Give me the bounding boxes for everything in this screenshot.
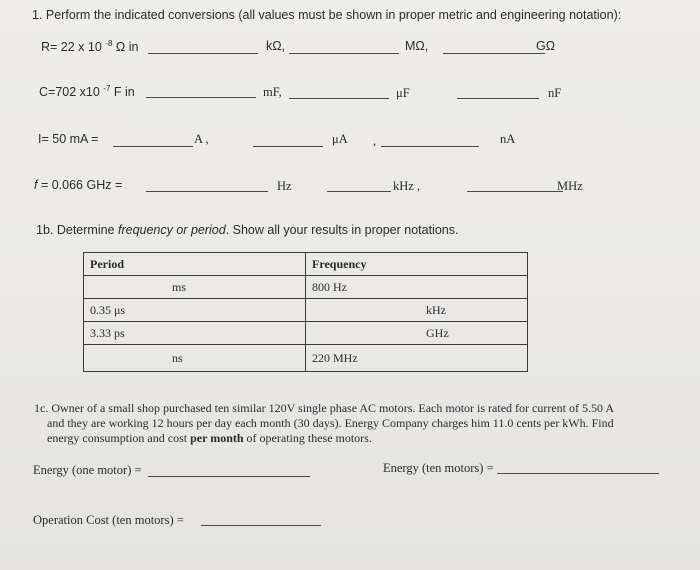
period-unit: ms bbox=[172, 279, 187, 294]
i-unit-a: A , bbox=[194, 132, 209, 146]
c-answer-line-1[interactable] bbox=[146, 97, 256, 98]
i-unit-na: nA bbox=[500, 132, 516, 146]
c-answer-line-2[interactable] bbox=[289, 98, 389, 99]
operation-cost-line[interactable] bbox=[201, 525, 321, 526]
i-separator: , bbox=[373, 134, 377, 148]
f-unit-khz: kHz , bbox=[393, 179, 421, 193]
energy-one-motor-label: Energy (one motor) = bbox=[33, 463, 142, 477]
f-unit-mhz: MHz bbox=[557, 179, 583, 193]
period-cell[interactable] bbox=[84, 322, 306, 345]
q1c-line-2: and they are working 12 hours per day each month (30 days). Energy Company charges him 11.0 cents per kWh. Find bbox=[47, 416, 614, 430]
f-answer-line-3[interactable] bbox=[467, 191, 563, 192]
i-answer-line-3[interactable] bbox=[381, 146, 479, 147]
table-row bbox=[84, 276, 528, 299]
header-period: Period bbox=[84, 253, 306, 276]
i-given: I= 50 mA = bbox=[38, 132, 99, 146]
q1-title: 1. Perform the indicated conversions (all values must be shown in proper metric and engineering notation): bbox=[32, 8, 622, 22]
period-frequency-table bbox=[83, 252, 528, 372]
r-given: R= 22 x 10 $^{-8}$ Ω in bbox=[41, 39, 139, 55]
f-answer-line-2[interactable] bbox=[327, 191, 391, 192]
header-frequency: Frequency bbox=[306, 253, 528, 276]
r-answer-line-2[interactable] bbox=[289, 53, 399, 54]
q1c-line-3: energy consumption and cost per month of operating these motors. bbox=[47, 431, 372, 445]
frequency-unit: GHz bbox=[426, 325, 449, 340]
r-answer-line-3[interactable] bbox=[443, 53, 545, 54]
table-row bbox=[84, 299, 528, 322]
period-cell[interactable] bbox=[84, 276, 306, 299]
operation-cost-label: Operation Cost (ten motors) = bbox=[33, 513, 184, 527]
period-unit: ns bbox=[172, 350, 183, 365]
r-unit-gohm: GΩ bbox=[536, 39, 556, 53]
c-given: C=702 x10 $^{-7}$ F in bbox=[39, 84, 135, 100]
i-answer-line-1[interactable] bbox=[113, 146, 193, 147]
i-answer-line-2[interactable] bbox=[253, 146, 323, 147]
c-unit-uf: μF bbox=[396, 86, 410, 100]
frequency-unit: kHz bbox=[426, 302, 446, 317]
period-value: 0.35 μs bbox=[90, 302, 126, 317]
energy-one-motor-line[interactable] bbox=[148, 476, 310, 477]
frequency-cell[interactable] bbox=[306, 276, 528, 299]
r-unit-mohm: MΩ, bbox=[405, 39, 429, 53]
energy-ten-motors-label: Energy (ten motors) = bbox=[383, 461, 494, 475]
period-cell[interactable] bbox=[84, 345, 306, 372]
f-answer-line-1[interactable] bbox=[146, 191, 268, 192]
q1b-title: 1b. Determine frequency or period. Show all your results in proper notations. bbox=[36, 223, 459, 237]
i-unit-ua: μA bbox=[332, 132, 348, 146]
frequency-cell[interactable] bbox=[306, 299, 528, 322]
c-answer-line-3[interactable] bbox=[457, 98, 539, 99]
table-header-row bbox=[84, 253, 528, 276]
period-value: 3.33 ps bbox=[90, 325, 125, 340]
table-row bbox=[84, 345, 528, 372]
r-answer-line-1[interactable] bbox=[148, 53, 258, 54]
c-unit-mf: mF, bbox=[263, 85, 282, 99]
c-unit-nf: nF bbox=[548, 86, 562, 100]
table-row bbox=[84, 322, 528, 345]
r-unit-kohm: kΩ, bbox=[266, 39, 286, 53]
frequency-cell[interactable] bbox=[306, 322, 528, 345]
frequency-value: 220 MHz bbox=[312, 350, 358, 365]
frequency-value: 800 Hz bbox=[312, 279, 347, 294]
f-given: f = 0.066 GHz = bbox=[34, 178, 123, 192]
frequency-cell[interactable] bbox=[306, 345, 528, 372]
f-unit-hz: Hz bbox=[277, 179, 292, 193]
energy-ten-motors-line[interactable] bbox=[497, 473, 659, 474]
period-cell[interactable] bbox=[84, 299, 306, 322]
q1c-line-1: 1c. Owner of a small shop purchased ten similar 120V single phase AC motors. Each motor is rated for current of 5.50 A bbox=[34, 401, 614, 415]
